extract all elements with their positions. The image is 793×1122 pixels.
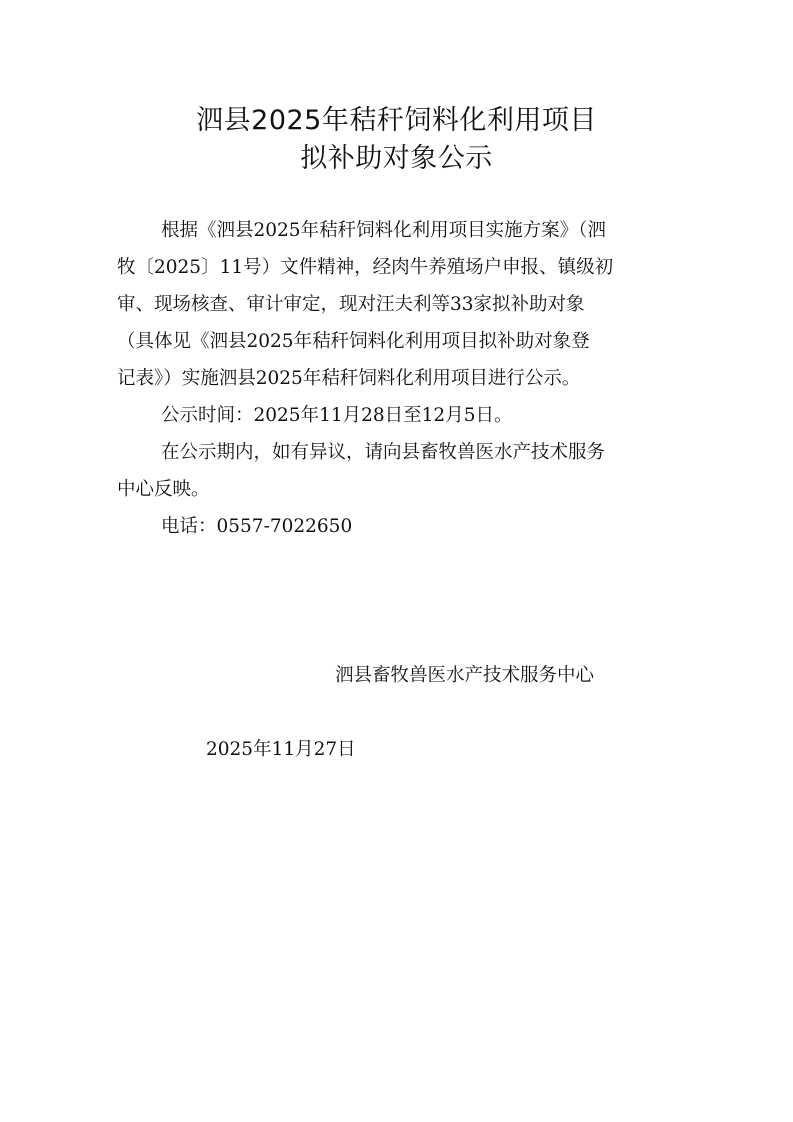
paragraph-line: 审、现场核查、审计审定，现对汪夫利等33家拟补助对象 bbox=[117, 294, 585, 315]
paragraph-line: 牧〔2025〕11号）文件精神，经肉牛养殖场户申报、镇级初 bbox=[117, 257, 614, 278]
document-title-line-1: 泗县2025年秸秆饲料化利用项目 bbox=[196, 105, 597, 136]
paragraph-line: 根据《泗县2025年秸秆饲料化利用项目实施方案》（泗 bbox=[161, 220, 606, 241]
contact-phone: 电话：0557-7022650 bbox=[161, 516, 353, 537]
document-title-line-2: 拟补助对象公示 bbox=[300, 143, 493, 174]
paragraph-line: 记表》）实施泗县2025年秸秆饲料化利用项目进行公示。 bbox=[117, 368, 581, 389]
paragraph-line: 在公示期内，如有异议，请向县畜牧兽医水产技术服务 bbox=[161, 442, 606, 463]
issue-date: 2025年11月27日 bbox=[206, 739, 356, 760]
paragraph-line: 中心反映。 bbox=[117, 479, 210, 500]
paragraph-line: （具体见《泗县2025年秸秆饲料化利用项目拟补助对象登 bbox=[117, 331, 590, 352]
issuer-name: 泗县畜牧兽医水产技术服务中心 bbox=[335, 665, 595, 686]
publicity-period: 公示时间：2025年11月28日至12月5日。 bbox=[161, 405, 513, 426]
